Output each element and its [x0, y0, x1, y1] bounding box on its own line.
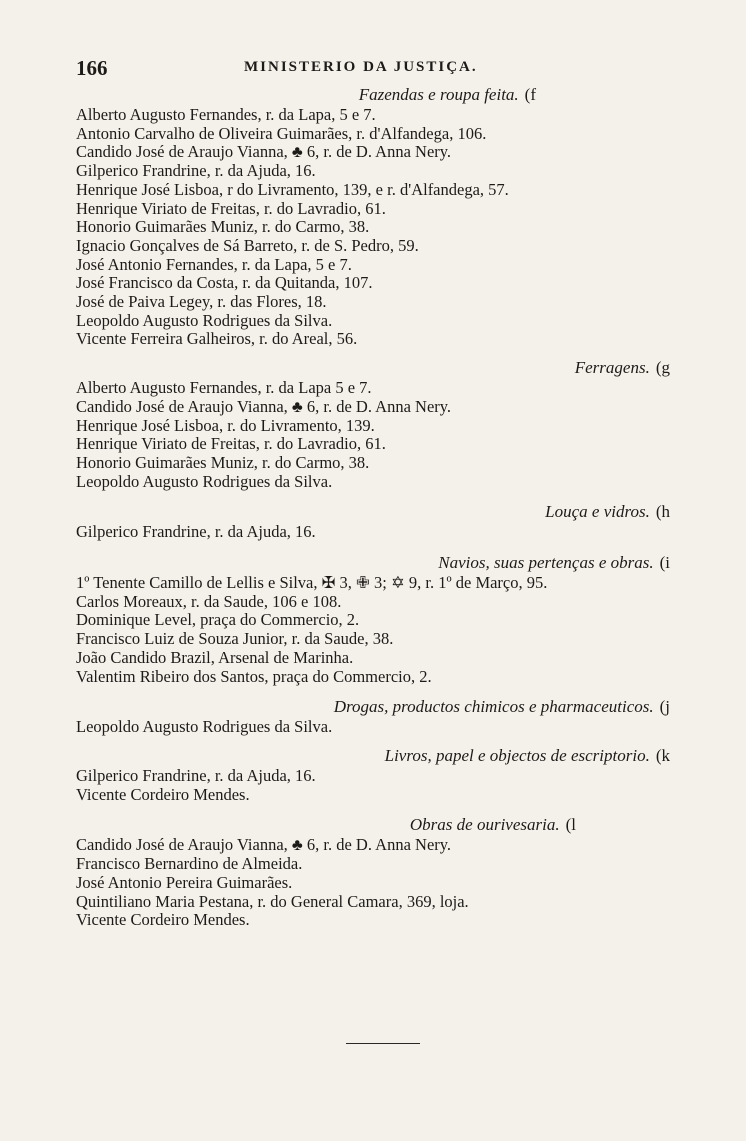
directory-entry: Gilperico Frandrine, r. da Ajuda, 16.	[76, 161, 316, 181]
section	[76, 552, 716, 686]
directory-entry: Leopoldo Augusto Rodrigues da Silva.	[76, 471, 333, 491]
directory-entry: Antonio Carvalho de Oliveira Guimarães, r. d'Alfandega, 106.	[76, 123, 487, 143]
section-heading-text: Fazendas e roupa feita.	[358, 85, 519, 104]
section-heading-text: Obras de ourivesaria.	[409, 815, 560, 835]
directory-entry: Henrique José Lisboa, r do Livramento, 139, e r. d'Alfandega, 57.	[76, 179, 509, 199]
section-heading	[76, 84, 716, 106]
directory-entry: Carlos Moreaux, r. da Saude, 106 e 108.	[76, 591, 342, 611]
directory-entry: Quintiliano Maria Pestana, r. do General Camara, 369, loja.	[76, 891, 469, 911]
section-heading	[76, 814, 716, 836]
section-heading-text: Ferragens.	[574, 358, 650, 378]
section-mark: (l	[565, 815, 576, 835]
running-title: MINISTERIO DA JUSTIÇA.	[244, 59, 478, 75]
section	[76, 745, 716, 804]
directory-entry: Francisco Bernardino de Almeida.	[76, 854, 303, 874]
section-mark: (f	[524, 85, 536, 104]
section-heading	[76, 552, 716, 574]
section-mark: (i	[659, 553, 670, 573]
section	[76, 501, 716, 542]
directory-entry: Honorio Guimarães Muniz, r. do Carmo, 38.	[76, 217, 370, 237]
section-heading	[76, 696, 716, 718]
directory-entry: José Francisco da Costa, r. da Quitanda, 107.	[76, 273, 373, 293]
directory-entry: Vicente Cordeiro Mendes.	[76, 784, 250, 804]
directory-entry: José Antonio Pereira Guimarães.	[76, 872, 293, 892]
directory-entry: Alberto Augusto Fernandes, r. da Lapa 5 e 7.	[76, 378, 372, 398]
directory-listing	[76, 84, 716, 930]
section-mark: (g	[655, 358, 670, 378]
directory-entry: José de Paiva Legey, r. das Flores, 18.	[76, 292, 327, 312]
section	[76, 814, 716, 930]
section-mark: (j	[659, 697, 670, 717]
section-heading	[76, 501, 716, 523]
section-heading-text: Navios, suas pertenças e obras.	[438, 553, 654, 573]
directory-entry: João Candido Brazil, Arsenal de Marinha.	[76, 647, 354, 667]
directory-entry: Candido José de Araujo Vianna, ♣ 6, r. de D. Anna Nery.	[76, 142, 452, 162]
page-header	[76, 56, 696, 86]
directory-entry: Honorio Guimarães Muniz, r. do Carmo, 38.	[76, 452, 370, 472]
section-mark: (h	[655, 502, 670, 522]
directory-entry: Henrique Viriato de Freitas, r. do Lavradio, 61.	[76, 434, 386, 454]
page-number: 166	[76, 56, 108, 80]
directory-entry: Leopoldo Augusto Rodrigues da Silva.	[76, 310, 333, 330]
section-heading	[76, 357, 716, 379]
directory-entry: Leopoldo Augusto Rodrigues da Silva.	[76, 717, 333, 737]
section	[76, 84, 716, 349]
directory-entry: Candido José de Araujo Vianna, ♣ 6, r. de D. Anna Nery.	[76, 396, 452, 416]
section-heading-text: Livros, papel e objectos de escriptorio.	[384, 745, 650, 765]
section-mark: (k	[655, 745, 670, 765]
directory-entry: Vicente Cordeiro Mendes.	[76, 910, 250, 930]
section-heading-text: Drogas, productos chimicos e pharmaceuticos.	[333, 697, 654, 717]
directory-entry: Henrique José Lisboa, r. do Livramento, 139.	[76, 415, 375, 435]
section	[76, 357, 716, 491]
directory-entry: Francisco Luiz de Souza Junior, r. da Saude, 38.	[76, 629, 394, 649]
section	[76, 696, 716, 737]
end-rule	[346, 1043, 420, 1044]
directory-entry: Gilperico Frandrine, r. da Ajuda, 16.	[76, 522, 316, 542]
directory-entry: Ignacio Gonçalves de Sá Barreto, r. de S. Pedro, 59.	[76, 235, 419, 255]
section-heading-text: Louça e vidros.	[545, 502, 650, 522]
directory-entry: Henrique Viriato de Freitas, r. do Lavradio, 61.	[76, 198, 386, 218]
directory-entry: José Antonio Fernandes, r. da Lapa, 5 e 7.	[76, 254, 352, 274]
section-heading	[76, 745, 716, 767]
directory-entry: Dominique Level, praça do Commercio, 2.	[76, 610, 360, 630]
directory-entry: Candido José de Araujo Vianna, ♣ 6, r. de D. Anna Nery.	[76, 835, 452, 855]
directory-entry: Valentim Ribeiro dos Santos, praça do Commercio, 2.	[76, 666, 432, 686]
directory-entry: 1º Tenente Camillo de Lellis e Silva, ✠ 3, ✙ 3; ✡ 9, r. 1º de Março, 95.	[76, 573, 548, 593]
directory-entry: Gilperico Frandrine, r. da Ajuda, 16.	[76, 765, 316, 785]
directory-entry: Vicente Ferreira Galheiros, r. do Areal, 56.	[76, 329, 358, 349]
directory-entry: Alberto Augusto Fernandes, r. da Lapa, 5 e 7.	[76, 105, 376, 124]
